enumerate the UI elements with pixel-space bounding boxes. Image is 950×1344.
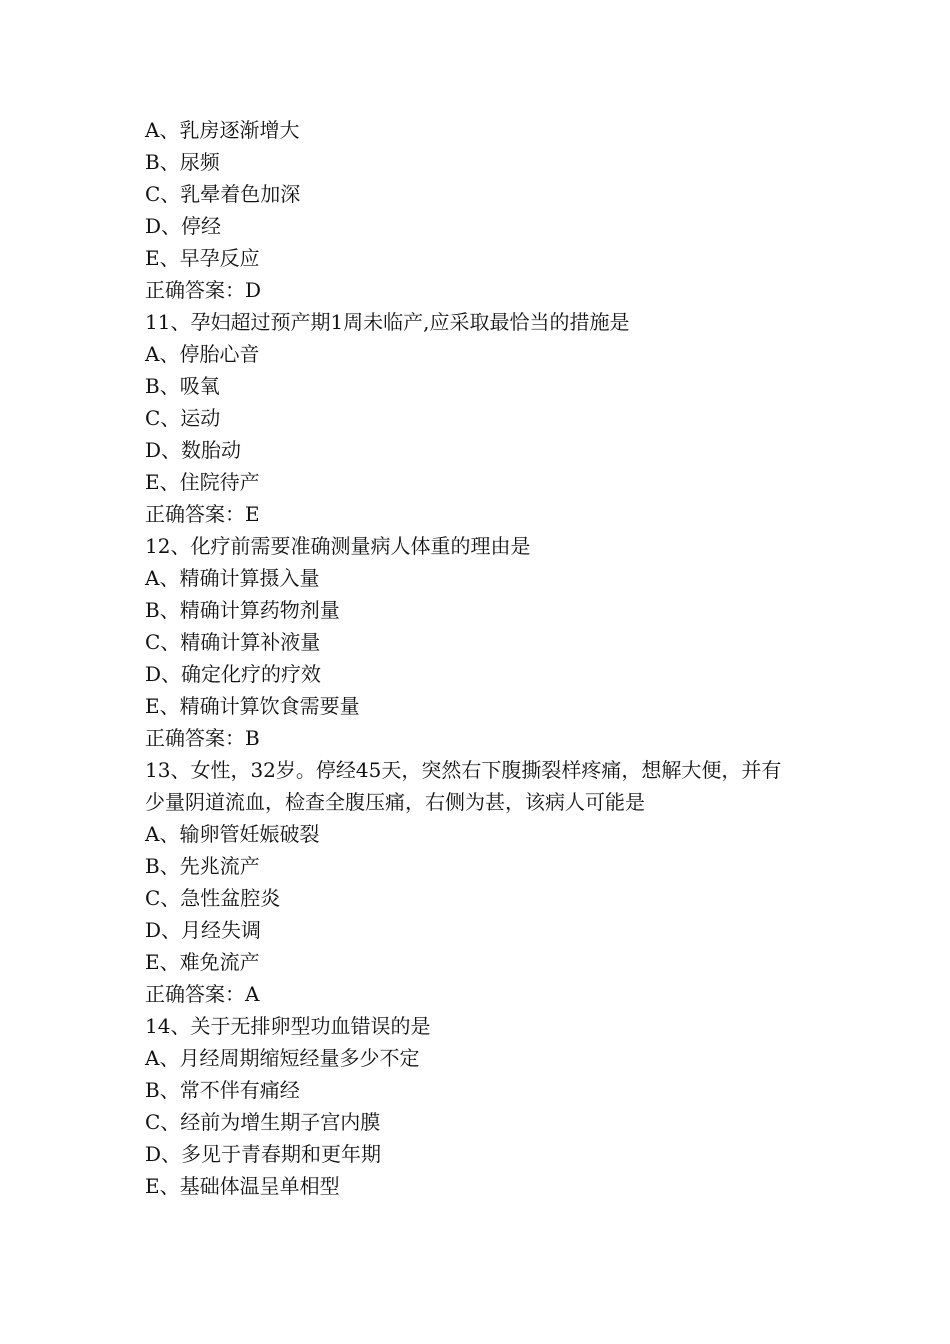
q12-option-e: E、精确计算饮食需要量 [145,694,360,718]
q11-option-a: A、停胎心音 [145,342,260,366]
q10-option-a: A、乳房逐渐增大 [145,118,300,142]
q13-option-b: B、先兆流产 [145,854,260,878]
q14-option-c: C、经前为增生期子宫内膜 [145,1110,381,1134]
q11-answer: 正确答案：E [145,502,260,526]
q14-option-b: B、常不伴有痛经 [145,1078,300,1102]
q12-question: 12、化疗前需要准确测量病人体重的理由是 [145,534,531,558]
q11-option-d: D、数胎动 [145,438,242,462]
q13-option-a: A、输卵管妊娠破裂 [145,822,320,846]
q11-option-b: B、吸氧 [145,374,220,398]
q13-answer: 正确答案：A [145,982,260,1006]
q10-option-d: D、停经 [145,214,222,238]
document-body [145,114,825,1202]
q11-question: 11、孕妇超过预产期1周未临产,应采取最恰当的措施是 [145,310,630,334]
q12-option-a: A、精确计算摄入量 [145,566,320,590]
q12-answer: 正确答案：B [145,726,260,750]
q14-option-d: D、多见于青春期和更年期 [145,1142,382,1166]
q13-option-e: E、难免流产 [145,950,260,974]
q14-option-e: E、基础体温呈单相型 [145,1174,340,1198]
q10-option-c: C、乳晕着色加深 [145,182,301,206]
q13-question-line-2: 少量阴道流血，检查全腹压痛，右侧为甚，该病人可能是 [145,790,645,814]
q13-option-d: D、月经失调 [145,918,262,942]
q14-question: 14、关于无排卵型功血错误的是 [145,1014,431,1038]
q14-option-a: A、月经周期缩短经量多少不定 [145,1046,420,1070]
q10-option-b: B、尿频 [145,150,220,174]
q10-answer: 正确答案：D [145,278,262,302]
q12-option-d: D、确定化疗的疗效 [145,662,322,686]
q11-option-e: E、住院待产 [145,470,260,494]
q10-option-e: E、早孕反应 [145,246,260,270]
q12-option-b: B、精确计算药物剂量 [145,598,340,622]
q13-question-line-1: 13、女性，32岁。停经45天，突然右下腹撕裂样疼痛，想解大便，并有 [145,758,782,782]
q12-option-c: C、精确计算补液量 [145,630,321,654]
q11-option-c: C、运动 [145,406,221,430]
q13-option-c: C、急性盆腔炎 [145,886,281,910]
